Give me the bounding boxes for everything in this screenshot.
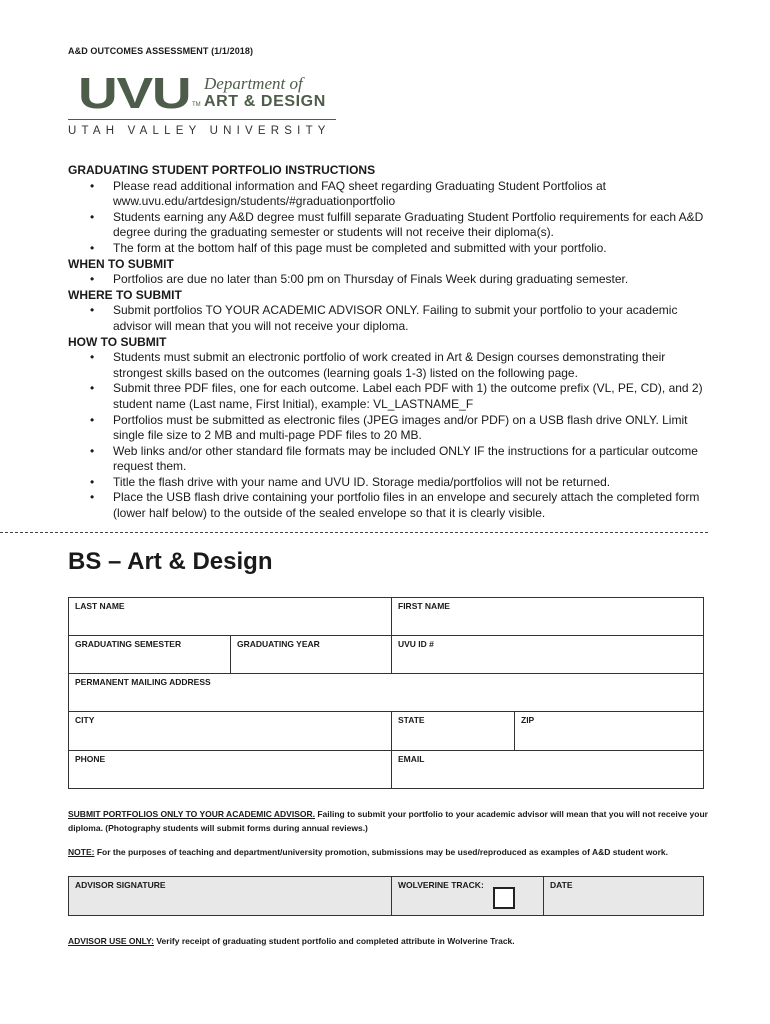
instructions-list xyxy=(68,179,708,257)
when-list xyxy=(68,272,708,288)
usage-note-lead: NOTE: xyxy=(68,847,95,857)
how-list xyxy=(68,350,708,522)
list-item: • Portfolios must be submitted as electronic files (JPEG images and/or PDF) on a USB flash drive ONLY. Limit single file size to 2 MB and multi-page PDF files to 20 MB. xyxy=(68,413,708,444)
date-label: DATE xyxy=(550,880,573,890)
wolverine-track-field xyxy=(391,876,544,916)
logo-divider xyxy=(68,119,336,120)
advisor-use-text: Verify receipt of graduating student portfolio and completed attribute in Wolverine Track. xyxy=(153,936,515,946)
date-field[interactable] xyxy=(543,876,704,916)
form-title: BS – Art & Design xyxy=(68,548,273,575)
mailing-address-field[interactable] xyxy=(68,673,704,712)
list-item: • Place the USB flash drive containing your portfolio files in an envelope and securely attach the completed form (lower half below) to the outside of the sealed envelope so that it is clearly visible. xyxy=(68,490,708,521)
uvu-id-field[interactable] xyxy=(391,635,704,674)
cut-line xyxy=(0,532,708,533)
logo-university: UTAH VALLEY UNIVERSITY xyxy=(68,125,331,137)
trademark-mark: TM xyxy=(192,102,201,108)
phone-label: PHONE xyxy=(75,754,106,764)
advisor-signature-field[interactable] xyxy=(68,876,392,916)
list-item: • Portfolios are due no later than 5:00 pm on Thursday of Finals Week during graduating semester. xyxy=(68,272,708,288)
advisor-use-lead: ADVISOR USE ONLY: xyxy=(68,936,154,946)
submit-note-lead: SUBMIT PORTFOLIOS ONLY TO YOUR ACADEMIC ADVISOR. xyxy=(68,809,315,819)
usage-note xyxy=(68,845,708,859)
city-label: CITY xyxy=(75,715,95,725)
logo-department: Department of xyxy=(204,74,303,93)
state-label: STATE xyxy=(398,715,425,725)
uvu-art-design-logo xyxy=(68,69,338,144)
submit-note-text: Failing to submit your portfolio to your academic advisor will mean that you will not receive your diploma. (Photography students will submit forms during annual reviews.) xyxy=(68,809,708,833)
list-item: • Submit three PDF files, one for each outcome. Label each PDF with 1) the outcome prefix (VL, PE, CD), and 2) student name (Last name, First Initial), example: VL_LASTNAME_F xyxy=(68,381,708,412)
wolverine-track-checkbox[interactable] xyxy=(493,887,515,909)
submit-note xyxy=(68,807,708,835)
last-name-field[interactable] xyxy=(68,597,392,636)
when-heading: WHEN TO SUBMIT xyxy=(68,256,174,271)
assessment-header: A&D OUTCOMES ASSESSMENT (1/1/2018) xyxy=(68,46,254,56)
list-item: • Title the flash drive with your name and UVU ID. Storage media/portfolios will not be returned. xyxy=(68,475,708,491)
email-label: EMAIL xyxy=(398,754,425,764)
where-heading: WHERE TO SUBMIT xyxy=(68,287,182,302)
graduating-semester-label: GRADUATING SEMESTER xyxy=(75,639,182,649)
zip-label: ZIP xyxy=(521,715,535,725)
mailing-address-label: PERMANENT MAILING ADDRESS xyxy=(75,677,211,687)
uvu-id-label: UVU ID # xyxy=(398,639,434,649)
graduating-year-label: GRADUATING YEAR xyxy=(237,639,320,649)
first-name-field[interactable] xyxy=(391,597,704,636)
list-item: • The form at the bottom half of this page must be completed and submitted with your portfolio. xyxy=(68,241,708,257)
email-field[interactable] xyxy=(391,750,704,789)
advisor-use-note xyxy=(68,934,708,948)
instructions-heading: GRADUATING STUDENT PORTFOLIO INSTRUCTIONS xyxy=(68,163,376,177)
how-heading: HOW TO SUBMIT xyxy=(68,334,167,349)
phone-field[interactable] xyxy=(68,750,392,789)
list-item: • Please read additional information and FAQ sheet regarding Graduating Student Portfolios at www.uvu.edu/artdesign/students/#graduationportfolio xyxy=(68,179,708,210)
zip-field[interactable] xyxy=(514,711,704,751)
graduating-semester-field[interactable] xyxy=(68,635,231,674)
advisor-signature-label: ADVISOR SIGNATURE xyxy=(75,880,166,890)
where-list xyxy=(68,303,708,334)
state-field[interactable] xyxy=(391,711,515,751)
graduating-year-field[interactable] xyxy=(230,635,392,674)
list-item: • Students earning any A&D degree must fulfill separate Graduating Student Portfolio requirements for each A&D degree during the graduating semester or students will not receive their diploma(s). xyxy=(68,210,708,241)
last-name-label: LAST NAME xyxy=(75,601,125,611)
uvu-logo-mark: UVU xyxy=(78,69,191,118)
first-name-label: FIRST NAME xyxy=(398,601,450,611)
wolverine-track-label: WOLVERINE TRACK: xyxy=(398,880,484,890)
logo-art-design: ART & DESIGN xyxy=(204,93,326,110)
city-field[interactable] xyxy=(68,711,392,751)
list-item: • Submit portfolios TO YOUR ACADEMIC ADVISOR ONLY. Failing to submit your portfolio to your academic advisor will mean that you will not receive your diploma. xyxy=(68,303,708,334)
usage-note-text: For the purposes of teaching and department/university promotion, submissions may be used/reproduced as examples of A&D student work. xyxy=(94,847,668,857)
list-item: • Web links and/or other standard file formats may be included ONLY IF the instructions for a particular outcome request them. xyxy=(68,444,708,475)
instructions-section xyxy=(68,163,708,522)
list-item: • Students must submit an electronic portfolio of work created in Art & Design courses demonstrating their strongest skills based on the outcomes (learning goals 1-3) listed on the following page. xyxy=(68,350,708,381)
